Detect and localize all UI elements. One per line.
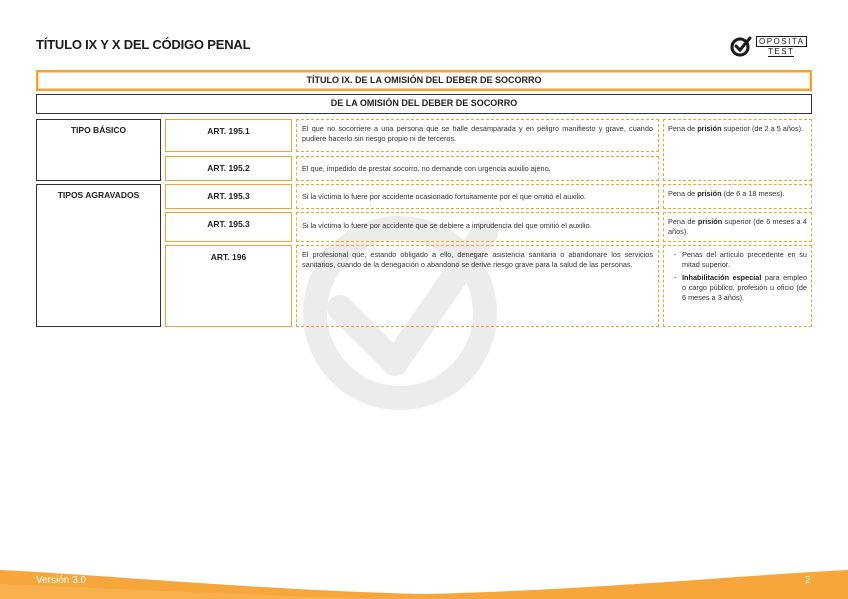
- page-title: TÍTULO IX Y X DEL CÓDIGO PENAL: [36, 37, 251, 52]
- description-cell: El que, impedido de prestar socorro, no demande con urgencia auxilio ajeno.: [296, 156, 659, 181]
- description-cell: Si la víctima lo fuere por accidente ocasionado fortuitamente por el que omitió el auxilio.: [296, 184, 659, 209]
- table-title: TÍTULO IX. DE LA OMISIÓN DEL DEBER DE SOCORRO: [36, 70, 812, 91]
- group-label-tipo-basico: TIPO BÁSICO: [36, 119, 161, 181]
- article-cell: ART. 195.3: [165, 212, 292, 242]
- description-cell: El que no socorriere a una persona que se halle desamparada y en peligro manifiesto y grave, cuando pudiere hacerlo sin riesgo propio ni de terceros.: [296, 119, 659, 152]
- penalty-cell: Pena de prisión superior (de 6 meses a 4 años).: [663, 212, 812, 242]
- penalty-cell: [663, 245, 812, 327]
- description-cell: Si la víctima lo fuere por accidente que se debiere a imprudencia del que omitió el auxilio.: [296, 212, 659, 242]
- check-circle-icon: [730, 35, 752, 57]
- page-number: 2: [805, 575, 811, 586]
- group-label-tipos-agravados: TIPOS AGRAVADOS: [36, 184, 161, 327]
- opositatest-logo: [730, 34, 814, 58]
- description-cell: El profesional que, estando obligado a ello, denegare asistencia sanitaria o abandonare los servicios sanitarios, cuando de la denegación o abandono se derive riesgo grave para la salud de las personas.: [296, 245, 659, 327]
- table-subtitle: DE LA OMISIÓN DEL DEBER DE SOCORRO: [36, 94, 812, 114]
- penalty-list: [674, 250, 807, 303]
- logo-text-test: TEST: [768, 47, 795, 56]
- article-cell: ART. 195.1: [165, 119, 292, 152]
- list-item: - Inhabilitación especial para empleo o cargo público, profesión u oficio (de 6 meses a 3 años).: [674, 273, 807, 302]
- penalty-cell: Pena de prisión superior (de 2 a 5 años).: [663, 119, 812, 181]
- logo-text-oposita: OPOSITA: [756, 36, 807, 47]
- penalty-cell: Pena de prisión (de 6 a 18 meses).: [663, 184, 812, 209]
- footer-wave: [0, 560, 848, 599]
- article-cell: ART. 196: [165, 245, 292, 327]
- version-label: Versión 3.0: [36, 575, 87, 586]
- article-cell: ART. 195.2: [165, 156, 292, 181]
- list-item: - Penas del artículo precedente en su mitad superior.: [674, 250, 807, 269]
- article-cell: ART. 195.3: [165, 184, 292, 209]
